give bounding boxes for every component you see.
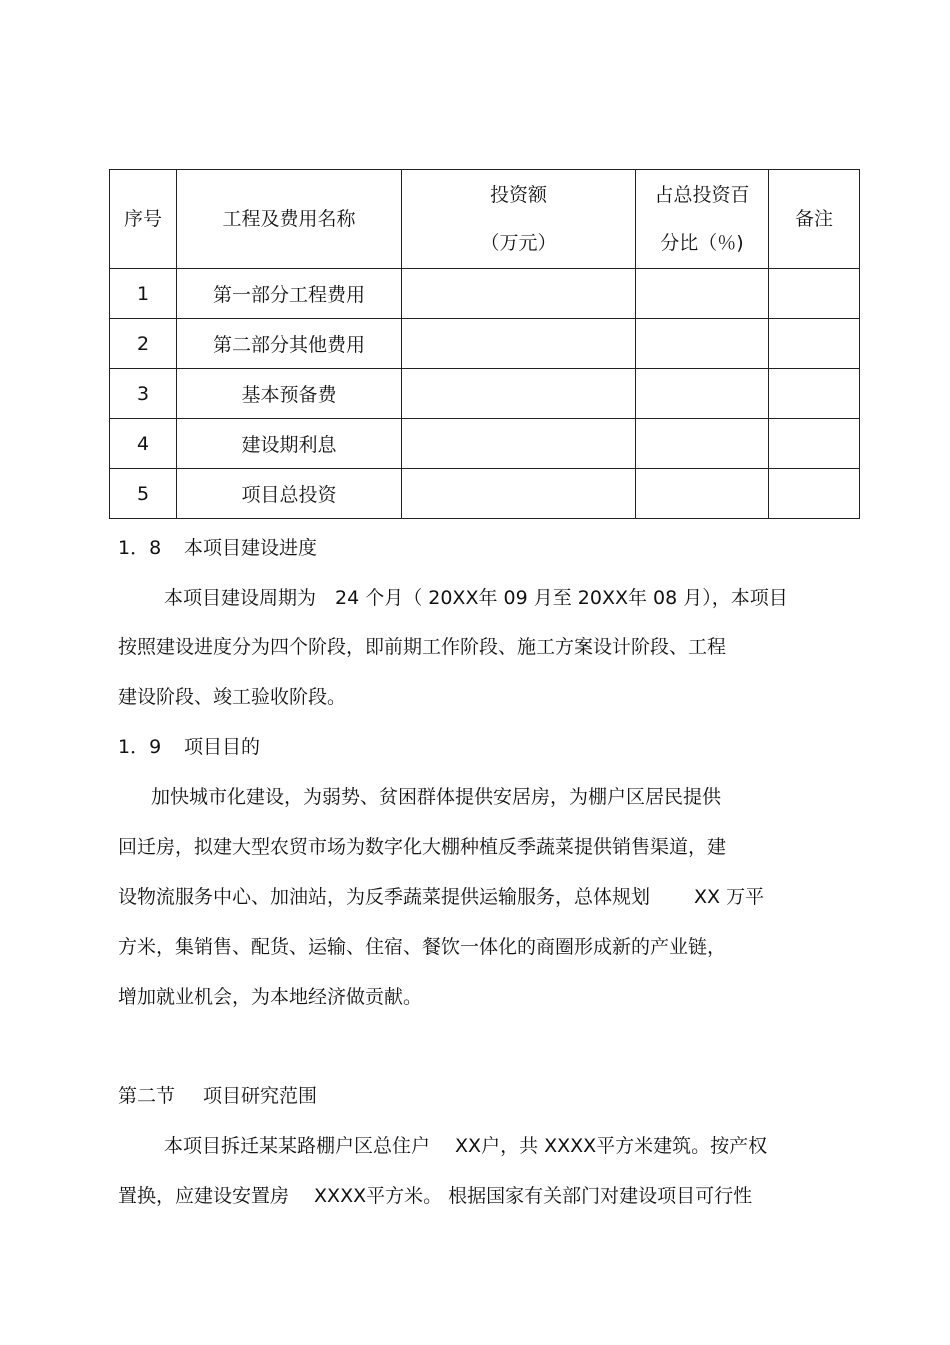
- cell-seq: 1: [110, 269, 177, 319]
- cell-amount: [402, 269, 636, 319]
- header-pct-line1: 占总投资百: [654, 184, 750, 206]
- cell-seq: 3: [110, 369, 177, 419]
- header-amount: [402, 170, 636, 269]
- table-header-row: [110, 170, 860, 269]
- cell-name: 第二部分其他费用: [177, 319, 402, 369]
- header-note: 备注: [769, 170, 860, 269]
- investment-table: [109, 169, 860, 519]
- section-2-title: 项目研究范围: [203, 1085, 318, 1107]
- section-1-9-line-5: 增加就业机会，为本地经济做贡献。: [118, 986, 423, 1008]
- cell-amount: [402, 369, 636, 419]
- cell-seq: 4: [110, 419, 177, 469]
- table-row: [110, 369, 860, 419]
- cell-seq: 2: [110, 319, 177, 369]
- cell-note: [769, 369, 860, 419]
- cell-pct: [636, 469, 769, 519]
- header-name: 工程及费用名称: [177, 170, 402, 269]
- section-1-9-number: 1．9: [118, 736, 162, 758]
- section-2-line-1: 本项目拆迁某某路棚户区总住户 XX户，共 XXXX平方米建筑。按产权: [164, 1135, 768, 1157]
- cell-pct: [636, 419, 769, 469]
- header-amount-line1: 投资额: [489, 184, 547, 206]
- cell-note: [769, 419, 860, 469]
- cell-seq: 5: [110, 469, 177, 519]
- cell-pct: [636, 269, 769, 319]
- table-row: [110, 419, 860, 469]
- cell-pct: [636, 369, 769, 419]
- section-1-9-heading: [118, 734, 260, 760]
- section-1-8-heading: [118, 535, 317, 561]
- section-1-8-line-3: 建设阶段、竣工验收阶段。: [118, 686, 347, 708]
- section-2-heading: [118, 1083, 317, 1109]
- header-pct-line2: 分比（％): [660, 232, 744, 254]
- table-row: [110, 269, 860, 319]
- section-1-8-title: 本项目建设进度: [184, 537, 318, 559]
- cell-note: [769, 469, 860, 519]
- cell-name: 项目总投资: [177, 469, 402, 519]
- header-amount-line2: （万元）: [480, 232, 557, 254]
- section-1-9-line-4: 方米，集销售、配货、运输、住宿、餐饮一体化的商圈形成新的产业链，: [118, 936, 727, 958]
- section-1-8-line-2: 按照建设进度分为四个阶段，即前期工作阶段、施工方案设计阶段、工程: [118, 636, 727, 658]
- cell-pct: [636, 319, 769, 369]
- header-percentage: [636, 170, 769, 269]
- cell-amount: [402, 469, 636, 519]
- cell-amount: [402, 319, 636, 369]
- section-1-8-number: 1．8: [118, 537, 162, 559]
- section-2-line-2: 置换，应建设安置房 XXXX平方米。 根据国家有关部门对建设项目可行性: [118, 1185, 753, 1207]
- cell-name: 第一部分工程费用: [177, 269, 402, 319]
- section-1-9-line-1: 加快城市化建设，为弱势、贫困群体提供安居房，为棚户区居民提供: [151, 786, 722, 808]
- section-1-9-title: 项目目的: [184, 736, 261, 758]
- table-row: [110, 319, 860, 369]
- section-2-label: 第二节: [118, 1085, 176, 1107]
- section-1-9-line-2: 回迁房，拟建大型农贸市场为数字化大棚种植反季蔬菜提供销售渠道，建: [118, 836, 727, 858]
- cell-note: [769, 269, 860, 319]
- section-1-8-line-1: 本项目建设周期为 24 个月（ 20XX年 09 月至 20XX年 08 月），本项目: [164, 587, 788, 609]
- table-row: [110, 469, 860, 519]
- header-seq: 序号: [110, 170, 177, 269]
- cell-note: [769, 319, 860, 369]
- cell-name: 基本预备费: [177, 369, 402, 419]
- section-1-9-line-3: 设物流服务中心、加油站，为反季蔬菜提供运输服务，总体规划 XX 万平: [118, 886, 765, 908]
- cell-name: 建设期利息: [177, 419, 402, 469]
- cell-amount: [402, 419, 636, 469]
